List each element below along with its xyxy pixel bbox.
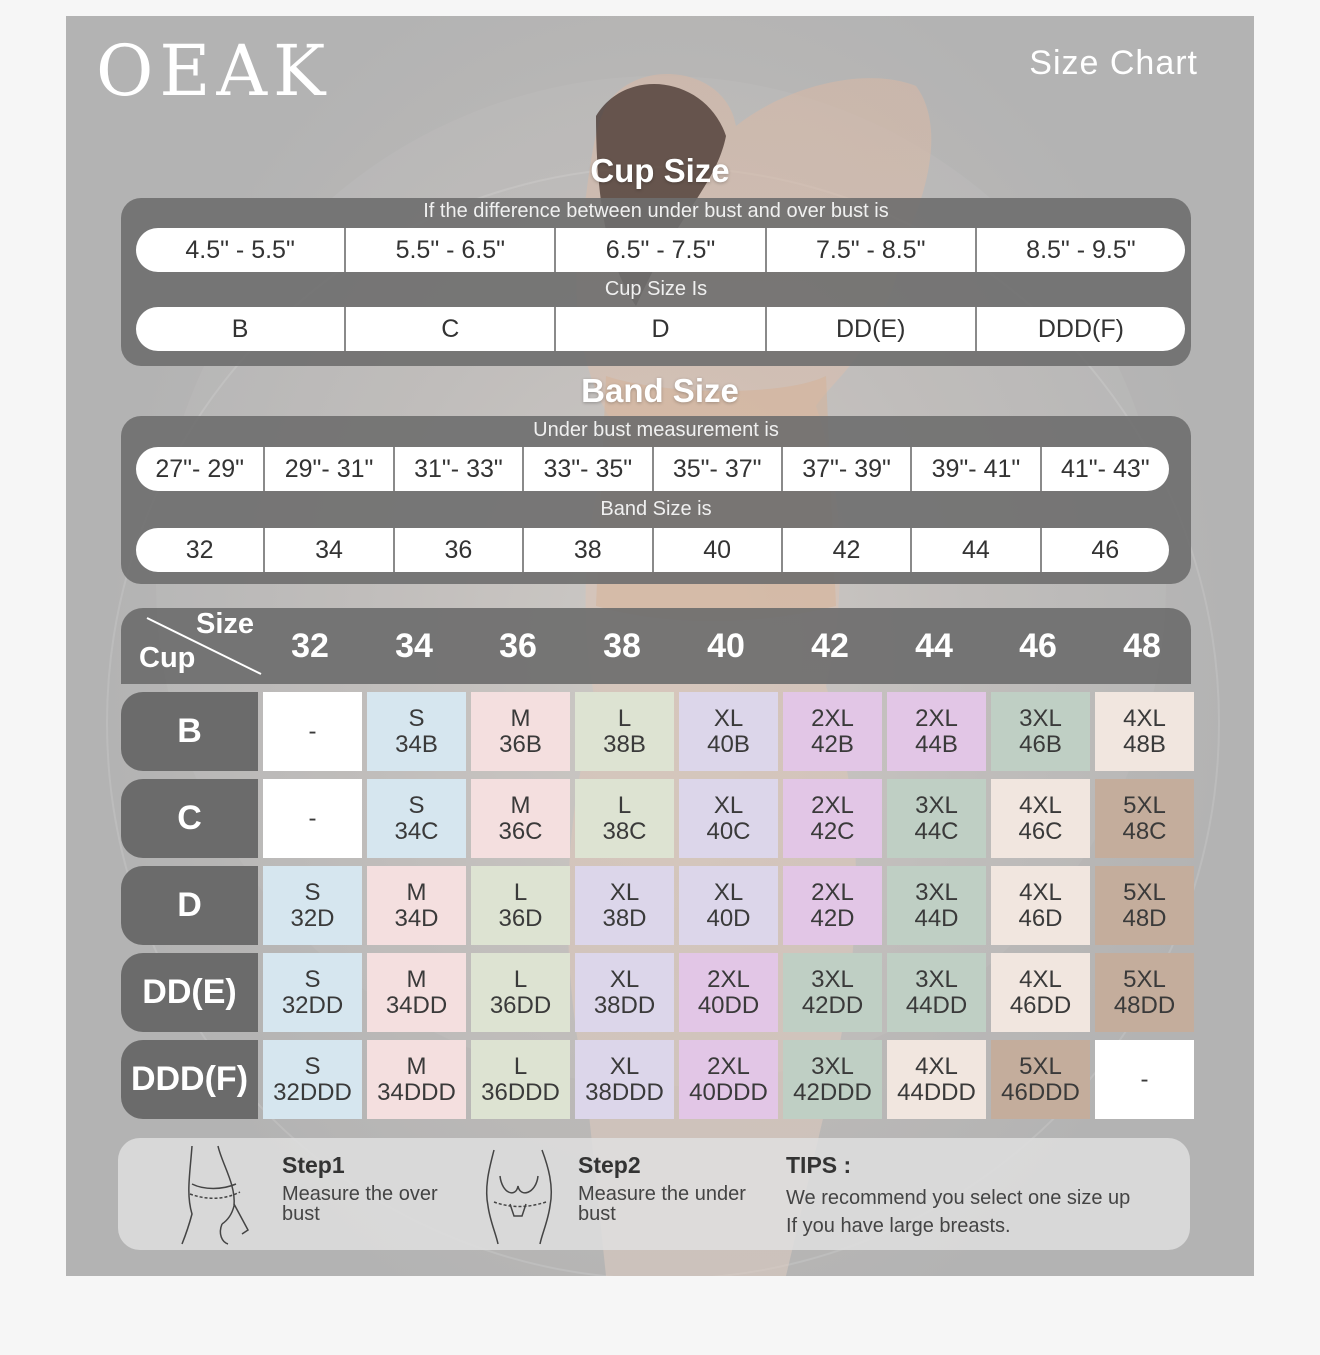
size-code: 46DDD <box>1001 1078 1080 1106</box>
size-table-header <box>121 608 1191 684</box>
size-code: 46B <box>1019 730 1062 758</box>
range-cell: 35"- 37" <box>654 447 783 491</box>
size-cell <box>679 1040 778 1119</box>
band-cell: 46 <box>1091 535 1120 564</box>
size-letter: 5XL <box>1123 965 1166 993</box>
size-letter: L <box>617 704 632 732</box>
tips-line: We recommend you select one size up <box>786 1187 1131 1209</box>
under-bust-figure-icon <box>480 1146 558 1246</box>
range-cell: 27"- 29" <box>136 447 265 491</box>
measurement-steps <box>118 1138 1190 1250</box>
cup-size-panel <box>121 198 1191 366</box>
tips-title: TIPS : <box>786 1152 852 1178</box>
size-letter: 3XL <box>811 965 854 993</box>
diff-cell: 6.5" - 7.5" <box>556 228 766 272</box>
size-code: 46DD <box>1009 991 1072 1019</box>
row-label-cup: B <box>121 692 258 771</box>
size-code: 48B <box>1123 730 1166 758</box>
size-code: 36D <box>498 904 543 932</box>
diff-row <box>136 228 1185 272</box>
size-letter: 4XL <box>1019 965 1062 993</box>
size-code: 42C <box>810 817 855 845</box>
size-letter: 2XL <box>915 704 958 732</box>
size-code: 44B <box>915 730 958 758</box>
size-code: 40DDD <box>689 1078 768 1106</box>
size-code: 44C <box>914 817 959 845</box>
size-cell <box>263 953 362 1032</box>
size-letter: 4XL <box>915 1052 958 1080</box>
size-code: 36C <box>498 817 543 845</box>
size-letter: M <box>406 965 427 993</box>
size-code: 48D <box>1122 904 1167 932</box>
cup-row <box>136 307 1185 351</box>
size-code: 42DD <box>801 991 864 1019</box>
size-cell <box>1095 953 1194 1032</box>
range-row <box>136 447 1169 491</box>
under-caption: Under bust measurement is <box>533 419 779 441</box>
tips-line: If you have large breasts. <box>786 1215 1011 1237</box>
size-cell <box>783 953 882 1032</box>
size-letter: 5XL <box>1123 791 1166 819</box>
size-cell <box>575 692 674 771</box>
size-cell <box>991 953 1090 1032</box>
size-code: 38DDD <box>585 1078 664 1106</box>
band-cell: 42 <box>783 528 912 572</box>
size-cell <box>887 866 986 945</box>
size-code: 40B <box>707 730 750 758</box>
diff-cell: 7.5" - 8.5" <box>767 228 977 272</box>
band-size-panel <box>121 416 1191 584</box>
size-cell <box>783 1040 882 1119</box>
size-cell <box>991 692 1090 771</box>
size-code: 48DD <box>1113 991 1176 1019</box>
size-letter: L <box>513 1052 528 1080</box>
size-cell <box>471 953 570 1032</box>
size-letter: XL <box>609 878 640 906</box>
size-letter: 4XL <box>1123 704 1166 732</box>
size-letter: S <box>408 704 425 732</box>
size-letter: M <box>406 878 427 906</box>
size-cell <box>471 692 570 771</box>
size-cell <box>1095 866 1194 945</box>
band-cell: 44 <box>912 528 1041 572</box>
size-cell <box>367 953 466 1032</box>
band-row <box>136 528 1169 572</box>
size-letter: 2XL <box>707 965 750 993</box>
row-label-cup: DDD(F) <box>121 1040 258 1119</box>
band-cell: 32 <box>136 528 265 572</box>
column-header: 46 <box>1019 626 1057 665</box>
diff-caption: If the difference between under bust and over bust is <box>423 200 889 222</box>
size-letter: 5XL <box>1123 878 1166 906</box>
size-cell <box>575 1040 674 1119</box>
page-title: Size Chart <box>1029 44 1198 82</box>
row-label-cup: D <box>121 866 258 945</box>
size-letter: - <box>308 804 317 832</box>
size-code: 40DD <box>697 991 760 1019</box>
diff-cell: 4.5" - 5.5" <box>136 228 346 272</box>
size-letter: S <box>304 878 321 906</box>
size-letter: XL <box>609 1052 640 1080</box>
size-letter: M <box>406 1052 427 1080</box>
brand-logo: OEAK <box>96 30 332 112</box>
size-chart-canvas <box>66 16 1254 1276</box>
size-letter: 3XL <box>1019 704 1062 732</box>
size-letter: 3XL <box>915 965 958 993</box>
size-cell <box>263 692 362 771</box>
column-header: 40 <box>707 626 745 665</box>
size-cell <box>367 779 466 858</box>
size-letter: 3XL <box>915 791 958 819</box>
size-code: 44D <box>914 904 959 932</box>
size-letter: S <box>408 791 425 819</box>
size-letter: L <box>617 791 632 819</box>
size-cell <box>783 779 882 858</box>
size-code: 32DDD <box>273 1078 352 1106</box>
size-letter: - <box>308 717 317 745</box>
size-code: 46C <box>1018 817 1063 845</box>
size-cell <box>263 1040 362 1119</box>
size-letter: 2XL <box>707 1052 750 1080</box>
size-code: 32DD <box>281 991 344 1019</box>
size-letter: 2XL <box>811 878 854 906</box>
size-letter: S <box>304 1052 321 1080</box>
column-header: 48 <box>1123 626 1161 665</box>
range-cell: 29"- 31" <box>265 447 394 491</box>
size-cell <box>367 1040 466 1119</box>
size-letter: 3XL <box>811 1052 854 1080</box>
cup-cell: DDD(F) <box>1037 314 1124 343</box>
column-header: 34 <box>395 626 433 665</box>
size-cell <box>471 779 570 858</box>
cup-size-title: Cup Size <box>590 152 730 189</box>
column-header: 42 <box>811 626 849 665</box>
size-code: 42DDD <box>793 1078 872 1106</box>
size-cell <box>679 953 778 1032</box>
size-cell <box>991 1040 1090 1119</box>
size-cell <box>887 779 986 858</box>
size-cell <box>783 692 882 771</box>
range-cell: 33"- 35" <box>524 447 653 491</box>
size-cell <box>783 866 882 945</box>
corner-size-label: Size <box>196 608 255 640</box>
size-letter: XL <box>609 965 640 993</box>
cup-cell: D <box>556 307 766 351</box>
size-letter: 2XL <box>811 791 854 819</box>
size-code: 36DDD <box>481 1078 560 1106</box>
size-cell <box>575 866 674 945</box>
size-code: 46D <box>1018 904 1063 932</box>
cup-cell: C <box>346 307 556 351</box>
size-code: 48C <box>1122 817 1167 845</box>
size-code: 38B <box>603 730 646 758</box>
size-code: 38DD <box>593 991 656 1019</box>
column-header: 44 <box>915 626 953 665</box>
size-code: 40C <box>706 817 751 845</box>
range-cell: 31"- 33" <box>395 447 524 491</box>
cup-cell: B <box>136 307 346 351</box>
size-letter: M <box>510 704 531 732</box>
step2-title: Step2 <box>578 1152 641 1178</box>
range-cell: 37"- 39" <box>783 447 912 491</box>
size-cell <box>367 866 466 945</box>
step2-desc: Measure the under bust <box>578 1183 746 1225</box>
size-letter: 4XL <box>1019 791 1062 819</box>
size-letter: S <box>304 965 321 993</box>
size-letter: 2XL <box>811 704 854 732</box>
size-code: 34C <box>394 817 439 845</box>
step1-title: Step1 <box>282 1152 345 1178</box>
size-code: 34DDD <box>377 1078 456 1106</box>
size-code: 32D <box>290 904 335 932</box>
size-code: 38C <box>602 817 647 845</box>
size-cell <box>679 866 778 945</box>
size-cell <box>991 779 1090 858</box>
size-code: 44DD <box>905 991 968 1019</box>
size-cell <box>1095 1040 1194 1119</box>
row-label-cup: DD(E) <box>121 953 258 1032</box>
tips-text <box>786 1184 1186 1240</box>
size-cell <box>575 779 674 858</box>
diff-cell: 8.5" - 9.5" <box>1026 235 1136 264</box>
range-cell: 41"- 43" <box>1060 454 1150 483</box>
size-letter: L <box>513 965 528 993</box>
range-cell: 39"- 41" <box>912 447 1041 491</box>
column-header: 32 <box>291 626 329 665</box>
band-caption: Band Size is <box>600 498 712 520</box>
size-cell <box>887 692 986 771</box>
size-code: 34DD <box>385 991 448 1019</box>
size-cell <box>263 779 362 858</box>
size-code: 42D <box>810 904 855 932</box>
size-code: 40D <box>706 904 751 932</box>
diff-cell: 5.5" - 6.5" <box>346 228 556 272</box>
band-cell: 34 <box>265 528 394 572</box>
size-letter: XL <box>713 878 744 906</box>
size-cell <box>679 779 778 858</box>
size-cell <box>1095 779 1194 858</box>
size-cell <box>887 953 986 1032</box>
column-header: 38 <box>603 626 641 665</box>
band-cell: 38 <box>524 528 653 572</box>
size-code: 44DDD <box>897 1078 976 1106</box>
size-code: 42B <box>811 730 854 758</box>
band-cell: 40 <box>654 528 783 572</box>
size-cell <box>991 866 1090 945</box>
size-letter: M <box>510 791 531 819</box>
size-code: 38D <box>602 904 647 932</box>
over-bust-figure-icon <box>178 1144 254 1246</box>
size-code: 34D <box>394 904 439 932</box>
step1-desc: Measure the over bust <box>282 1183 438 1225</box>
size-letter: XL <box>713 704 744 732</box>
size-cell <box>471 866 570 945</box>
corner-cup-label: Cup <box>139 642 196 674</box>
size-cell <box>679 692 778 771</box>
column-header: 36 <box>499 626 537 665</box>
size-cell <box>471 1040 570 1119</box>
size-cell <box>367 692 466 771</box>
cup-cell: DD(E) <box>767 307 977 351</box>
cup-caption: Cup Size Is <box>604 278 708 300</box>
size-letter: 3XL <box>915 878 958 906</box>
size-code: 36DD <box>489 991 552 1019</box>
size-cell <box>263 866 362 945</box>
size-cell <box>575 953 674 1032</box>
band-size-title: Band Size <box>581 372 739 409</box>
size-letter: XL <box>713 791 744 819</box>
size-code: 36B <box>499 730 542 758</box>
size-letter: - <box>1140 1065 1149 1093</box>
size-letter: L <box>513 878 528 906</box>
size-letter: 5XL <box>1019 1052 1062 1080</box>
size-cell <box>1095 692 1194 771</box>
row-label-cup: C <box>121 779 258 858</box>
band-cell: 36 <box>395 528 524 572</box>
size-code: 34B <box>395 730 438 758</box>
size-letter: 4XL <box>1019 878 1062 906</box>
size-cell <box>887 1040 986 1119</box>
